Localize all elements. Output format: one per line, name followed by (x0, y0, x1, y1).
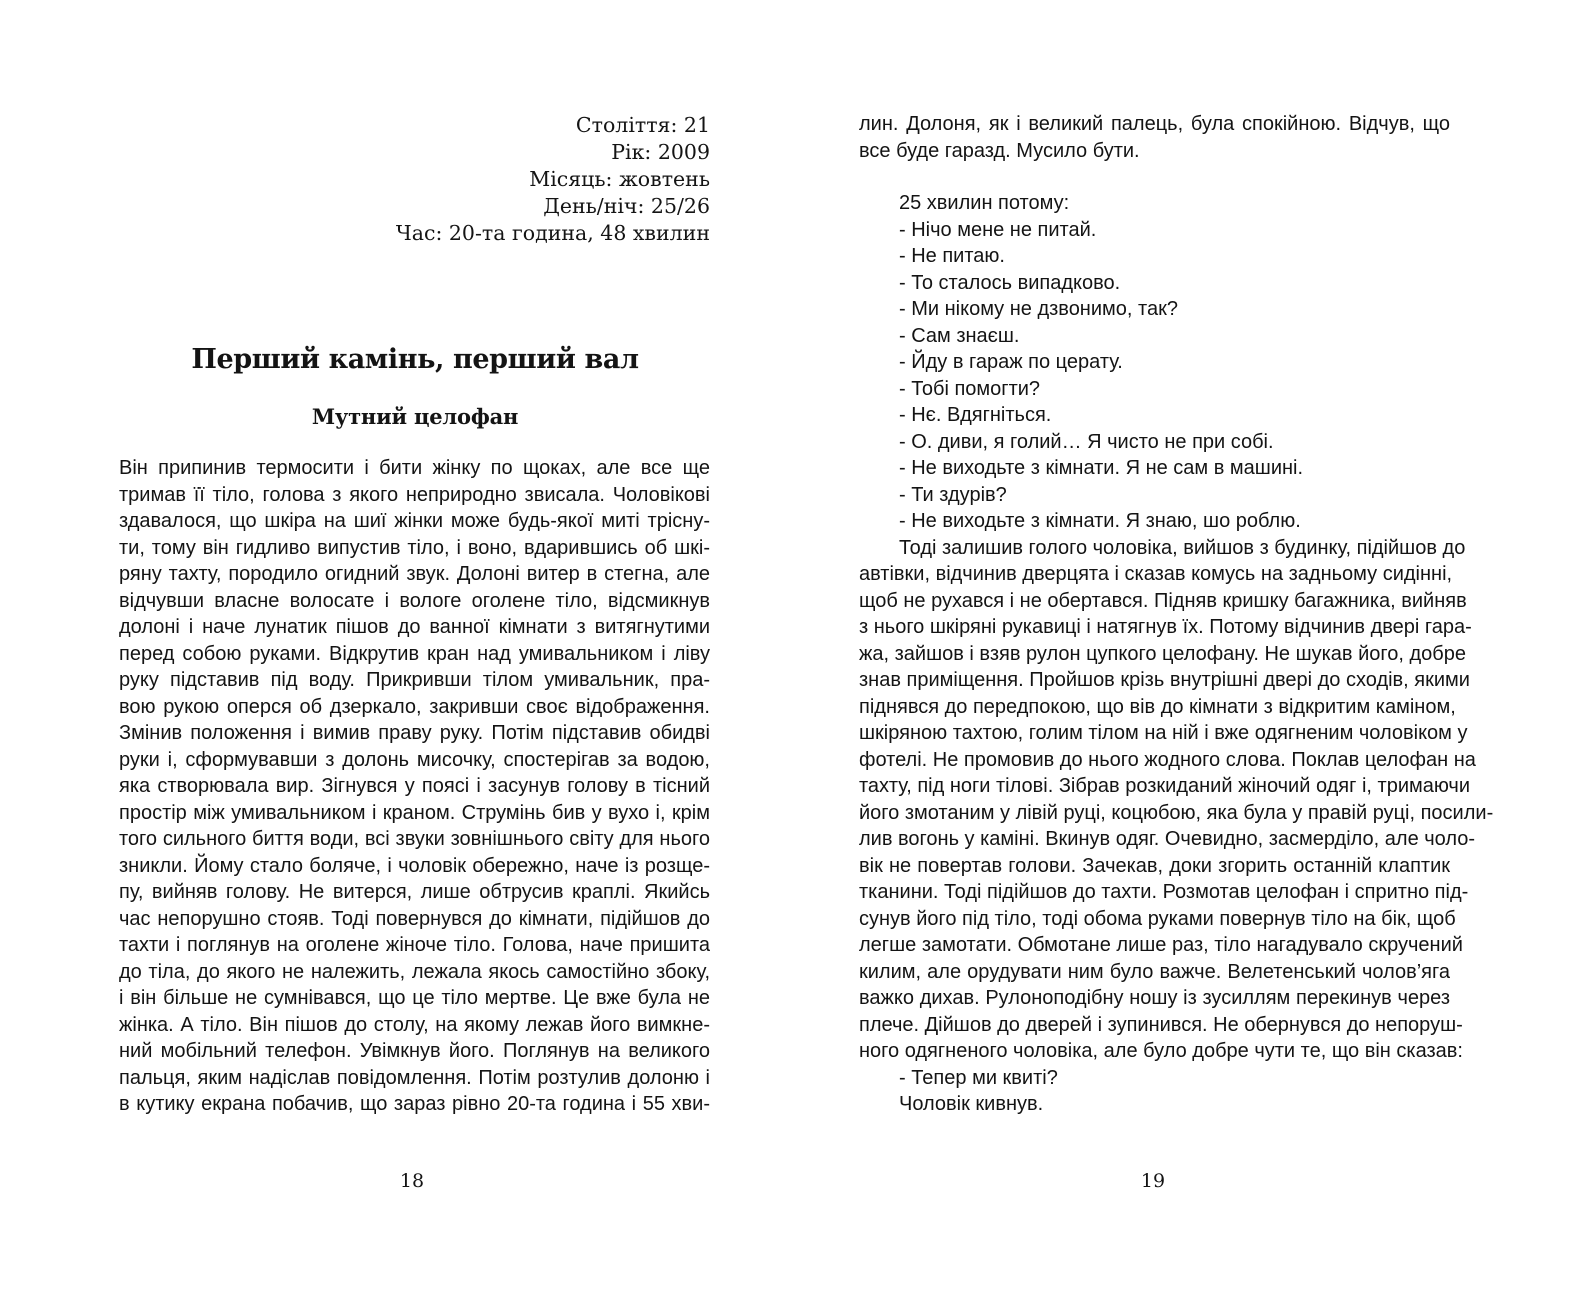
text-line: яка створювала вир. Зігнувся у поясі і засунув голову в тісний (119, 775, 710, 797)
dateline-time: Час: 20-та година, 48 хвилин (395, 221, 710, 245)
text-line: вік не повертав голови. Зачекав, доки згорить останній клаптик (859, 854, 1450, 877)
dialogue-line: - Тобі помогти? (899, 377, 1041, 400)
text-line: Чоловік кивнув. (899, 1093, 1044, 1115)
text-line: його змотаним у лівій руці, коцюбою, яка була у правій руці, посили- (859, 801, 1494, 824)
page-number: 18 (399, 1170, 425, 1192)
time-note: 25 хвилин потому: (899, 192, 1070, 214)
chapter-title: Перший камінь, перший вал (191, 344, 639, 375)
text-line: тканини. Тоді підійшов до тахти. Розмотав целофан і спритно під- (859, 881, 1469, 903)
text-line: жінка. А тіло. Він пішов до столу, на якому лежав його вимкне- (119, 1013, 710, 1036)
dialogue-line: - Йду в гараж по церату. (899, 351, 1123, 373)
dialogue-line: - Не виходьте з кімнати. Я знаю, шо роблю. (899, 510, 1301, 532)
text-line: перед собою руками. Відкрутив кран над умивальником і ліву (119, 642, 710, 665)
text-line: з нього шкіряні рукавиці і натягнув їх. Потому відчинив двері гара- (859, 616, 1472, 638)
dialogue-line: - Нє. Вдягніться. (899, 404, 1052, 426)
text-line: фотелі. Не промовив до нього жодного слова. Поклав целофан на (859, 748, 1476, 771)
text-line: тримав її тіло, голова з якого неприродно звисала. Чоловікові (119, 483, 710, 506)
body-paragraph (119, 455, 710, 1118)
text-line: вою рукою оперся об дзеркало, закривши своє відображення. (119, 695, 710, 718)
text-line: килим, але орудувати ним було важче. Велетенський чолов’яга (859, 960, 1450, 983)
dialogue-line: - Сам знаєш. (899, 324, 1020, 347)
text-line: і він більше не сумнівався, що це тіло мертве. Це вже була не (119, 987, 710, 1009)
dateline-day-night: День/ніч: 25/26 (543, 194, 710, 218)
text-line: здавалося, що шкіра на шиї жінки може будь-якої миті трісну- (119, 510, 710, 532)
text-line: пальця, яким надіслав повідомлення. Потім розтулив долоню і (119, 1066, 710, 1089)
paragraph-gap (859, 164, 1450, 190)
text-line: Тоді залишив голого чоловіка, вийшов з будинку, підійшов до (899, 536, 1466, 559)
text-line: простір між умивальником і краном. Струмінь бив у вухо і, крім (119, 801, 710, 824)
text-line: лин. Долоня, як і великий палець, була спокійною. Відчув, що (859, 113, 1450, 135)
dateline (396, 112, 710, 247)
text-line: долоні і наче лунатик пішов до ванної кімнати з витягнутими (119, 616, 710, 638)
dialogue-line: - То сталось випадково. (899, 271, 1121, 294)
text-line: час непорушно стояв. Тоді повернувся до кімнати, підійшов до (119, 907, 710, 930)
text-line: руки і, сформувавши з долонь мисочку, спостерігав за водою, (119, 748, 710, 771)
text-line: Змінив положення і вимив праву руку. Потім підставив обидві (119, 722, 710, 744)
text-line: жа, зайшов і взяв рулон цупкого целофану. Не шукав його, добре (859, 642, 1466, 665)
body-text (859, 111, 1494, 1118)
text-line: ний мобільний телефон. Увімкнув його. Поглянув на великого (119, 1040, 710, 1062)
text-line: піднявся до передпокою, що вів до кімнати з відкритим каміном, (859, 695, 1456, 718)
text-line: сунув його під тіло, тоді обома руками повернув тіло на бік, щоб (859, 907, 1456, 930)
dialogue-line: - Тепер ми квиті? (899, 1066, 1058, 1089)
text-line: знав приміщення. Пройшов крізь внутрішні двері до сходів, якими (859, 669, 1470, 691)
dialogue-line: - Не питаю. (899, 245, 1005, 267)
dateline-year: Рік: 2009 (611, 140, 710, 164)
text-line: легше замотати. Обмотане лише раз, тіло нагадувало скручений (859, 934, 1463, 956)
section-title: Мутний целофан (311, 404, 519, 429)
text-line: все буде гаразд. Мусило бути. (859, 139, 1140, 162)
text-line: в кутику екрана побачив, що зараз рівно 20-та година і 55 хви- (119, 1093, 710, 1115)
page-number: 19 (1140, 1170, 1166, 1192)
text-line: ти, тому він гидливо випустив тіло, і воно, вдарившись об шкі- (119, 536, 710, 559)
text-line: тахту, під ноги тілові. Зібрав розкиданий жіночий одяг і, тримаючи (859, 775, 1471, 797)
text-line: зникли. Йому стало боляче, і чоловік обережно, наче із розще- (119, 854, 710, 877)
dialogue-line: - Ти здурів? (899, 483, 1007, 506)
text-line: автівки, відчинив дверцята і сказав комусь на задньому сидінні, (859, 563, 1453, 585)
text-line: відчувши власне волосате і вологе оголене тіло, відсмикнув (119, 589, 710, 612)
text-line: плече. Дійшов до дверей і зупинився. Не обернувся до непоруш- (859, 1013, 1463, 1036)
text-line: ного одягненого чоловіка, але було добре чути те, що він сказав: (859, 1040, 1463, 1062)
text-line: руку підставив під воду. Прикривши тілом умивальник, пра- (119, 669, 710, 691)
dialogue-line: - Нічо мене не питай. (899, 218, 1097, 241)
dialogue-line: - О. диви, я голий… Я чисто не при собі. (899, 430, 1274, 453)
text-line: пу, вийняв голову. Не витерся, лише обтрусив краплі. Якийсь (119, 881, 710, 903)
right-page (797, 0, 1594, 1299)
text-line: ряну тахту, породило огидний звук. Долоні витер в стегна, але (119, 563, 710, 585)
dateline-century: Століття: 21 (575, 113, 710, 137)
text-line: до тіла, до якого не належить, лежала якось самостійно збоку, (119, 960, 710, 983)
dialogue-line: - Не виходьте з кімнати. Я не сам в машині. (899, 457, 1304, 479)
text-line: важко дихав. Рулоноподібну ношу із зусиллям перекинув через (859, 987, 1450, 1009)
text-line: щоб не рухався і не обертався. Підняв кришку багажника, вийняв (859, 589, 1467, 612)
text-line: шкіряною тахтою, голим тілом на ній і вже одягненим чоловіком у (859, 722, 1468, 744)
text-line: тахти і поглянув на оголене жіноче тіло. Голова, наче пришита (119, 934, 710, 956)
text-line: лив вогонь у каміні. Вкинув одяг. Очевидно, засмерділо, але чоло- (859, 828, 1476, 850)
dateline-month: Місяць: жовтень (529, 167, 710, 191)
text-line: того сильного биття води, всі звуки зовнішнього світу для нього (119, 828, 710, 850)
text-line: Він припинив термосити і бити жінку по щоках, але все ще (119, 457, 710, 479)
dialogue-line: - Ми нікому не дзвонимо, так? (899, 298, 1178, 320)
